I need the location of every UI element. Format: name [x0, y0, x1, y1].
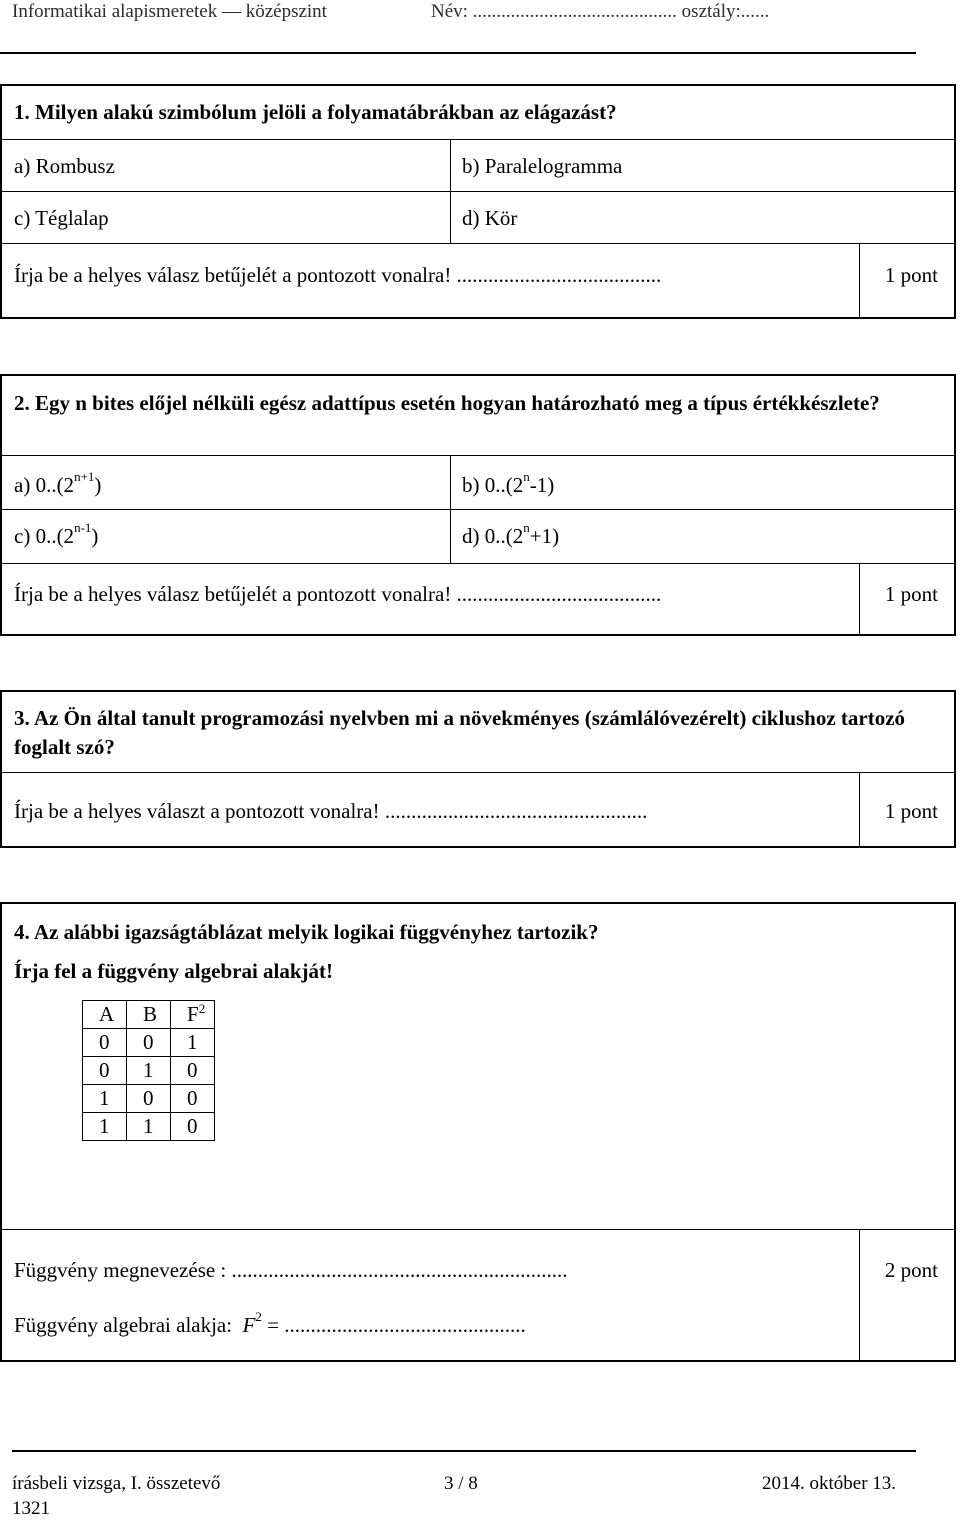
q2-option-c: c) 0..(2$^{n-1}$) — [14, 520, 99, 548]
q4-algebra-line[interactable]: Függvény algebrai alakja: $F^2$ = .............................................. — [14, 1309, 526, 1337]
truth-table-cell: 1 — [83, 1085, 127, 1113]
footer-page-number: 3 / 8 — [444, 1473, 478, 1494]
q2-option-a: a) $0..(2^{n+1})$ — [14, 469, 102, 497]
q4-name-line[interactable]: Függvény megnevezése : ................................................................ — [14, 1258, 568, 1282]
q1-option-d: d) Kör — [462, 206, 518, 230]
truth-table-cell: 0 — [83, 1029, 127, 1057]
question-3-text: 3. Az Ön által tanult programozási nyelvben mi a növekményes (számlálóvezérelt) ciklushoz tartozó foglalt szó? — [14, 706, 906, 759]
q1-option-c: c) Téglalap — [14, 206, 109, 230]
truth-table-cell: 0 — [127, 1029, 171, 1057]
footer-date: 2014. október 13. — [762, 1473, 897, 1494]
truth-table-cell: 0 — [83, 1057, 127, 1085]
q2-points: 1 pont — [884, 582, 938, 606]
truth-table-cell: 1 — [171, 1029, 215, 1057]
header-name-class: Név: ........................................... osztály:...... — [431, 1, 770, 22]
q1-answer-line[interactable]: Írja be a helyes válasz betűjelét a pontozott vonalra! ....................................... — [14, 263, 662, 287]
question-4-subtext: Írja fel a függvény algebrai alakját! — [14, 959, 334, 983]
footer-code: 1321 — [12, 1498, 50, 1519]
q1-option-a: a) Rombusz — [14, 154, 115, 178]
question-1-box — [0, 84, 956, 319]
truth-table-header-a: A — [83, 1001, 127, 1029]
question-1-text: 1. Milyen alakú szimbólum jelöli a folyamatábrákban az elágazást? — [14, 100, 617, 124]
truth-table-row — [83, 1113, 215, 1141]
truth-table-cell: 1 — [127, 1057, 171, 1085]
truth-table-header-row — [83, 1001, 215, 1029]
q3-points: 1 pont — [884, 799, 938, 823]
truth-table-row — [83, 1085, 215, 1113]
truth-table-header-f: $F^2$ — [171, 1001, 215, 1029]
q1-option-b: b) Paralelogramma — [462, 154, 623, 178]
q2-answer-line[interactable]: Írja be a helyes válasz betűjelét a pontozott vonalra! ....................................... — [14, 582, 662, 606]
q4-points: 2 pont — [884, 1258, 938, 1282]
truth-table-cell: 1 — [127, 1113, 171, 1141]
q2-option-b: b) 0..(2$^n$-1) — [462, 469, 555, 497]
header-subject: Informatikai alapismeretek — középszint — [12, 1, 327, 22]
truth-table-cell: 0 — [171, 1113, 215, 1141]
question-2-text: 2. Egy n bites előjel nélküli egész adattípus esetén hogyan határozható meg a típus értékkészlete? — [14, 391, 880, 415]
q3-answer-line[interactable]: Írja be a helyes választ a pontozott vonalra! .................................................. — [14, 799, 648, 823]
question-2-box — [0, 374, 956, 636]
truth-table-cell: 0 — [127, 1085, 171, 1113]
footer-rule — [12, 1450, 916, 1452]
question-4-text: 4. Az alábbi igazságtáblázat melyik logikai függvényhez tartozik? — [14, 920, 599, 944]
q1-points: 1 pont — [884, 263, 938, 287]
footer-exam-label: írásbeli vizsga, I. összetevő — [12, 1473, 221, 1494]
truth-table-cell: 1 — [83, 1113, 127, 1141]
q2-option-d: d) $0..(2^n+1)$ — [462, 520, 560, 548]
truth-table-cell: 0 — [171, 1057, 215, 1085]
truth-table — [82, 1000, 215, 1141]
truth-table-row — [83, 1057, 215, 1085]
question-3-box — [0, 690, 956, 848]
truth-table-header-b: B — [127, 1001, 171, 1029]
truth-table-row — [83, 1029, 215, 1057]
truth-table-cell: 0 — [171, 1085, 215, 1113]
header-rule — [0, 52, 916, 54]
